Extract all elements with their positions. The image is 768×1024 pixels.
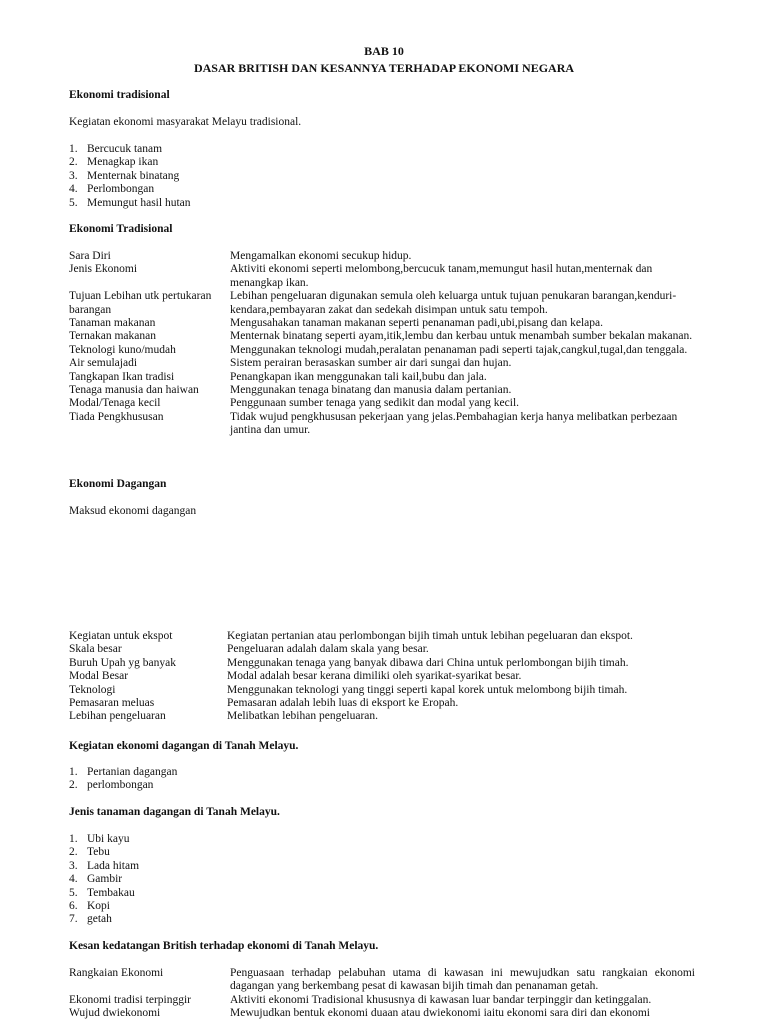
section-intro: Kegiatan ekonomi masyarakat Melayu tradisional. <box>69 116 302 128</box>
crop-types-list <box>69 833 139 927</box>
commercial-economy-table <box>69 630 695 724</box>
table-row: Teknologi Menggunakan teknologi yang tinggi seperti kapal korek untuk melombong bijih timah. <box>69 683 628 696</box>
british-impact-table <box>69 967 695 1021</box>
list-item: 6. Kopi <box>69 899 110 912</box>
table-row: Jenis Ekonomi Aktiviti ekonomi seperti melombong,bercucuk tanam,memungut hasil hutan,menternak dan menangkap ikan. <box>69 263 653 289</box>
table-row: Wujud dwiekonomi Mewujudkan bentuk ekonomi duaan atau dwiekonomi iaitu ekonomi sara diri dan ekonomi <box>69 1007 650 1020</box>
table-row: Air semulajadi Sistem perairan berasaskan sumber air dari sungai dan hujan. <box>69 357 512 370</box>
table-row: Pemasaran meluas Pemasaran adalah lebih luas di eksport ke Eropah. <box>69 697 459 710</box>
section-heading-ekonomi-dagangan: Ekonomi Dagangan <box>69 478 167 490</box>
table-row: Tujuan Lebihan utk pertukaran barangan Lebihan pengeluaran digunakan semula oleh keluarga untuk tujuan penukaran barangan,kenduri-kendara,pembayaran zakat dan sedekah disimpan untuk satu tempoh. <box>69 290 677 316</box>
list-item: 2. Menagkap ikan <box>69 156 159 169</box>
table-row: Modal Besar Modal adalah besar kerana dimiliki oleh syarikat-syarikat besar. <box>69 670 522 683</box>
list-item: 1. Ubi kayu <box>69 833 130 845</box>
table-row: Tiada Pengkhususan Tidak wujud pengkhususan pekerjaan yang jelas.Pembahagian kerja hanya melibatkan perbezaan jantina dan umur. <box>69 410 678 437</box>
section-heading-jenis-tanaman: Jenis tanaman dagangan di Tanah Melayu. <box>69 806 280 818</box>
list-item: 7. getah <box>69 913 112 926</box>
table-row: Skala besar Pengeluaran adalah dalam skala yang besar. <box>69 643 429 656</box>
table-row: Tangkapan Ikan tradisi Penangkapan ikan menggunakan tali kail,bubu dan jala. <box>69 370 487 383</box>
list-item: 1. Pertanian dagangan <box>69 766 178 778</box>
traditional-activities-list <box>69 143 191 210</box>
list-item: 2. perlombongan <box>69 779 154 792</box>
section-intro: Maksud ekonomi dagangan <box>69 505 197 517</box>
traditional-economy-table <box>69 250 695 438</box>
list-item: 4. Perlombongan <box>69 183 155 196</box>
table-row: Lebihan pengeluaran Melibatkan lebihan pengeluaran. <box>69 710 379 723</box>
table-row: Teknologi kuno/mudah Menggunakan teknologi mudah,peralatan penanaman padi seperti tajak,cangkul,tugal,dan tenggala. <box>69 343 688 356</box>
table-row: Buruh Upah yg banyak Menggunakan tenaga yang banyak dibawa dari China untuk perlombongan bijih timah. <box>69 656 629 669</box>
table-row: Tanaman makanan Mengusahakan tanaman makanan seperti penanaman padi,ubi,pisang dan kelapa. <box>69 317 603 330</box>
list-item: 3. Lada hitam <box>69 859 140 872</box>
document-title: DASAR BRITISH DAN KESANNYA TERHADAP EKONOMI NEGARA <box>193 61 575 75</box>
table-row: Ekonomi tradisi terpinggir Aktiviti ekonomi Tradisional khususnya di kawasan luar bandar terpinggir dan ketinggalan. <box>69 993 652 1006</box>
table-row: Sara Diri Mengamalkan ekonomi secukup hidup. <box>69 250 412 262</box>
list-item: 2. Tebu <box>69 846 110 859</box>
table-row: Ternakan makanan Menternak binatang seperti ayam,itik,lembu dan kerbau untuk menambah sumber bekalan makanan. <box>69 330 693 343</box>
section-heading-kesan-british: Kesan kedatangan British terhadap ekonomi di Tanah Melayu. <box>69 940 379 952</box>
table-row: Kegiatan untuk ekspot Kegiatan pertanian atau perlombongan bijih timah untuk lebihan pegeluaran dan ekspot. <box>69 630 633 642</box>
commercial-activities-list <box>69 766 177 793</box>
section-heading-ekonomi-tradisional-table: Ekonomi Tradisional <box>69 223 173 235</box>
list-item: 5. Memungut hasil hutan <box>69 196 191 209</box>
list-item: 1. Bercucuk tanam <box>69 143 163 155</box>
list-item: 3. Menternak binatang <box>69 169 180 182</box>
chapter-label: BAB 10 <box>364 44 404 58</box>
list-item: 4. Gambir <box>69 873 123 886</box>
section-heading-ekonomi-tradisional: Ekonomi tradisional <box>69 89 170 101</box>
table-row: Modal/Tenaga kecil Penggunaan sumber tenaga yang sedikit dan modal yang kecil. <box>69 397 520 410</box>
table-row: Rangkaian Ekonomi Penguasaan terhadap pelabuhan utama di kawasan ini mewujudkan satu rangkaian ekonomi dagangan yang berkembang pesat di kawasan bijih timah dan penanaman getah. <box>69 967 695 993</box>
list-item: 5. Tembakau <box>69 886 135 899</box>
table-row: Tenaga manusia dan haiwan Menggunakan tenaga binatang dan manusia dalam pertanian. <box>69 384 512 397</box>
section-heading-kegiatan-dagangan: Kegiatan ekonomi dagangan di Tanah Melayu. <box>69 740 299 752</box>
